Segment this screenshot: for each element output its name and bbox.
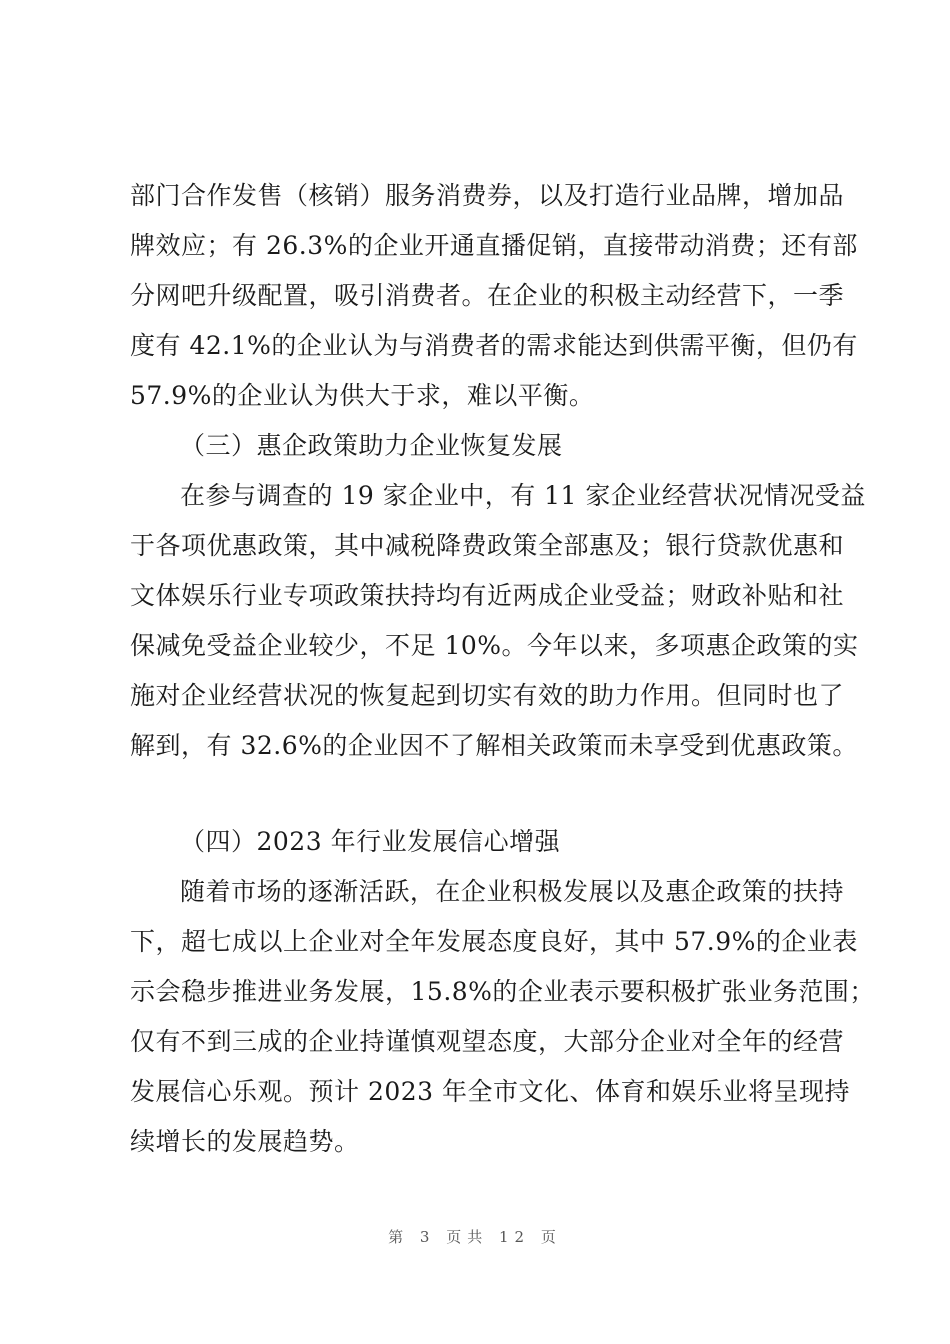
body-text-line: 随着市场的逐渐活跃，在企业积极发展以及惠企政策的扶持 xyxy=(180,877,844,906)
body-text-line: 牌效应；有 26.3%的企业开通直播促销，直接带动消费；还有部 xyxy=(130,231,858,260)
body-text-line: 解到，有 32.6%的企业因不了解相关政策而未享受到优惠政策。 xyxy=(130,731,858,760)
body-text-line: 示会稳步推进业务发展，15.8%的企业表示要积极扩张业务范围； xyxy=(130,977,875,1006)
body-text-line: 分网吧升级配置，吸引消费者。在企业的积极主动经营下，一季 xyxy=(130,281,845,310)
page-number-footer: 第 3 页共 12 页 xyxy=(388,1228,562,1246)
section-heading: （四）2023 年行业发展信心增强 xyxy=(180,827,561,856)
body-text-line: 文体娱乐行业专项政策扶持均有近两成企业受益；财政补贴和社 xyxy=(130,581,845,610)
body-text-line: 57.9%的企业认为供大于求，难以平衡。 xyxy=(130,381,595,410)
body-text-line: 部门合作发售（核销）服务消费券，以及打造行业品牌，增加品 xyxy=(130,181,845,210)
body-text-line: 施对企业经营状况的恢复起到切实有效的助力作用。但同时也了 xyxy=(130,681,845,710)
body-text-line: 度有 42.1%的企业认为与消费者的需求能达到供需平衡，但仍有 xyxy=(130,331,858,360)
body-text-line: 续增长的发展趋势。 xyxy=(130,1127,360,1156)
body-text-line: 保减免受益企业较少，不足 10%。今年以来，多项惠企政策的实 xyxy=(130,631,859,660)
body-text-line: 于各项优惠政策，其中减税降费政策全部惠及；银行贷款优惠和 xyxy=(130,531,845,560)
body-text-line: 在参与调查的 19 家企业中，有 11 家企业经营状况情况受益 xyxy=(180,481,866,510)
body-text-line: 发展信心乐观。预计 2023 年全市文化、体育和娱乐业将呈现持 xyxy=(130,1077,851,1106)
section-heading: （三）惠企政策助力企业恢复发展 xyxy=(180,431,563,460)
body-text-line: 下，超七成以上企业对全年发展态度良好，其中 57.9%的企业表 xyxy=(130,927,858,956)
body-text-line: 仅有不到三成的企业持谨慎观望态度，大部分企业对全年的经营 xyxy=(130,1027,845,1056)
